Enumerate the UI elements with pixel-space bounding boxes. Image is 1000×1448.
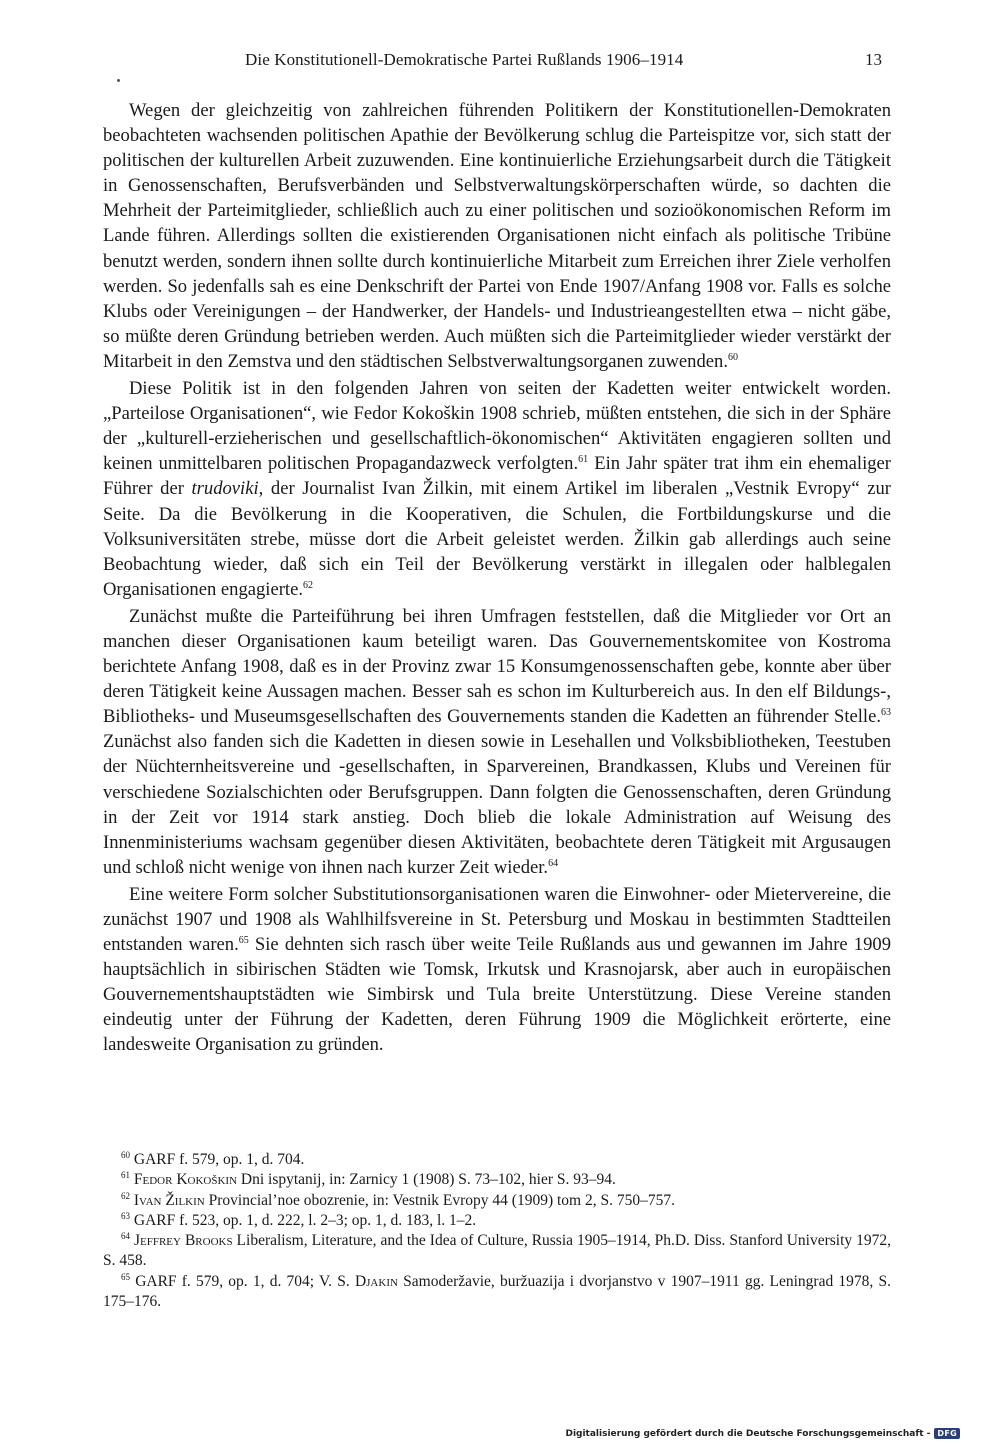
paragraph xyxy=(103,604,891,880)
digitization-credit-text: Digitalisierung gefördert durch die Deutsche Forschungsgemeinschaft - xyxy=(565,1428,931,1439)
footnote-marker: 61 xyxy=(121,1170,130,1181)
text-run: Sie dehnten sich rasch über weite Teile Rußlands aus und gewannen im Jahre 1909 hauptsächlich in sibirischen Städten wie Tomsk, Irkutsk und Krasnojarsk, aber auch in europäischen Gouvernementshauptstädten wie Simbirsk und Tula breite Unterstützung. Diese Vereine standen eindeutig unter der Führung der Kadetten, deren Führung 1909 die Möglichkeit erörterte, eine landesweite Organisation zu gründen. xyxy=(103,934,891,1056)
text-run: Provincial’noe obozrenie, in: Vestnik Evropy 44 (1909) tom 2, S. 750–757. xyxy=(204,1191,675,1209)
paragraph xyxy=(103,98,891,374)
paragraph xyxy=(103,376,891,602)
author-name: Djakin xyxy=(354,1272,398,1290)
footnotes-section xyxy=(103,1150,891,1312)
text-run: Diese Politik ist in den folgenden Jahren von seiten der Kadetten weiter entwickelt worden. „Parteilose Organisationen“, wie Fedor Kokoškin 1908 schrieb, müßten entstehen, die sich in der Sphäre der „kulturell-erzieherischen und gesellschaftlich-ökonomischen“ Aktivitäten engagieren sollten und keinen unmittelbaren politischen Propagandazweck verfolgten. xyxy=(103,378,891,475)
text-run: Wegen der gleichzeitig von zahlreichen führenden Politikern der Konstitutionellen-Demokraten beobachteten wachsenden politischen Apathie der Bevölkerung schlug die Parteispitze vor, sich statt der politischen der kulturellen Arbeit zuzuwenden. Eine kontinuierliche Erziehungsarbeit durch die Tätigkeit in Genossenschaften, Berufsverbänden und Selbstverwaltungskörperschaften würde, so dachten die Mehrheit der Parteimitglieder, schließlich auch zu einer politischen und sozioökonomischen Reform im Lande führen. Allerdings sollten die existierenden Organisationen nicht einfach als politische Tribüne benutzt werden, sondern ihnen sollte durch kontinuierliche Mitarbeit zum Erreichen ihrer Ziele verholfen werden. So jedenfalls sah es eine Denkschrift der Partei von Ende 1907/Anfang 1908 vor. Falls es solche Klubs oder Vereinigungen – der Handwerker, der Handels- und Industrieangestellten etwa – nicht gäbe, so müßte deren Gründung betrieben werden. Auch müßten sich die Parteimitglieder wieder verstärkt der Mitarbeit in den Zemstva und den städtischen Selbstverwaltungsorganen zuwenden. xyxy=(103,100,891,372)
text-run: Samoderžavie, buržuazija i dvorjanstvo v 1907–1911 gg. Leningrad 1978, S. 175–176. xyxy=(103,1272,891,1311)
digitization-credit xyxy=(565,1428,960,1439)
author-name: Jeffrey Brooks xyxy=(133,1232,233,1250)
author-name: Ivan Žilkin xyxy=(133,1191,205,1209)
text-run: Ein Jahr später trat ihm ein ehemaliger Führer der xyxy=(103,453,891,500)
text-run: Eine weitere Form solcher Substitutionsorganisationen waren die Einwohner- oder Mietervereine, die zunächst 1907 und 1908 als Wahlhilfsvereine in St. Petersburg und Moskau in bestimmten Stadtteilen entstanden waren. xyxy=(103,883,891,956)
footnote-marker: 63 xyxy=(881,707,891,719)
text-run: GARF f. 523, op. 1, d. 222, l. 2–3; op. 1, d. 183, l. 1–2. xyxy=(130,1211,477,1229)
footnote xyxy=(103,1150,891,1170)
body-text xyxy=(103,98,891,1058)
paragraph xyxy=(103,882,891,1058)
footnote-marker: 62 xyxy=(121,1190,130,1201)
footnote-marker: 64 xyxy=(548,857,559,869)
footnote-marker: 61 xyxy=(578,454,589,466)
text-run: GARF f. 579, op. 1, d. 704. xyxy=(130,1151,305,1168)
running-header: Die Konstitutionell-Demokratische Partei Rußlands 1906–1914 xyxy=(245,50,684,69)
footnote xyxy=(103,1211,891,1231)
footnote-marker: 60 xyxy=(121,1149,130,1160)
scan-speck xyxy=(117,79,120,82)
italic-term: trudoviki xyxy=(191,478,259,500)
footnote xyxy=(103,1272,891,1313)
text-run: Zunächst also fanden sich die Kadetten in diesen sowie in Lesehallen und Volksbibliotheken, Teestuben der Nüchternheitsvereine und -gesellschaften, in Sparvereinen, Brandkassen, Klubs und Vereinen für verschiedene Sozialschichten oder Berufsgruppen. Dann folgten die Genossenschaften, deren Gründung in der Zeit vor 1914 stark anstieg. Doch blieb die lokale Administration auf Weisung des Innenministeriums wachsam gegenüber diesen Aktivitäten, beobachtete deren Tätigkeit mit Argusaugen und schloß nicht wenige von ihnen nach kurzer Zeit wieder. xyxy=(103,731,891,878)
text-run: Liberalism, Literature, and the Idea of Culture, Russia 1905–1914, Ph.D. Diss. Stanford University 1972, S. 458. xyxy=(103,1232,891,1270)
footnote-marker: 65 xyxy=(121,1271,130,1282)
text-run: Zunächst mußte die Parteiführung bei ihren Umfragen feststellen, daß die Mitglieder vor Ort an manchen dieser Organisationen kaum beteiligt waren. Das Gouvernementskomitee von Kostroma berichtete Anfang 1908, daß es in der Provinz zwar 15 Konsumgenossenschaften gebe, konnte aber über deren Tätigkeit keine Aussagen machen. Besser sah es schon im Kulturbereich aus. In den elf Bildungs-, Bibliotheks- und Museumsgesellschaften des Gouvernements standen die Kadetten an führender Stelle. xyxy=(103,605,891,728)
footnote-marker: 64 xyxy=(121,1231,130,1242)
footnote-marker: 60 xyxy=(727,351,738,363)
text-run: , der Journalist Ivan Žilkin, mit einem Artikel im liberalen „Vestnik Evropy“ zur Seite. Da die Bevölkerung in die Kooperativen, die Schulen, die Fortbildungskurse und die Volksuniversitäten strebe, müsse dort die Arbeit geleistet werden. Žilkin gab allerdings auch seine Beobachtung wieder, daß sich ein Teil der Bevölkerung verstärkt in illegalen oder halblegalen Organisationen engagierte. xyxy=(103,478,891,600)
footnote-marker: 65 xyxy=(238,934,249,946)
page-number: 13 xyxy=(865,50,882,69)
footnote xyxy=(103,1170,891,1190)
footnote xyxy=(103,1191,891,1211)
footnote-marker: 63 xyxy=(121,1210,130,1221)
footnote xyxy=(103,1231,891,1272)
dfg-logo: DFG xyxy=(934,1428,960,1439)
author-name: Fedor Kokoškin xyxy=(133,1171,238,1189)
text-run: GARF f. 579, op. 1, d. 704; V. S. xyxy=(130,1272,355,1290)
text-run: Dni ispytanij, in: Zarnicy 1 (1908) S. 73–102, hier S. 93–94. xyxy=(237,1171,616,1189)
footnote-marker: 62 xyxy=(302,579,313,591)
